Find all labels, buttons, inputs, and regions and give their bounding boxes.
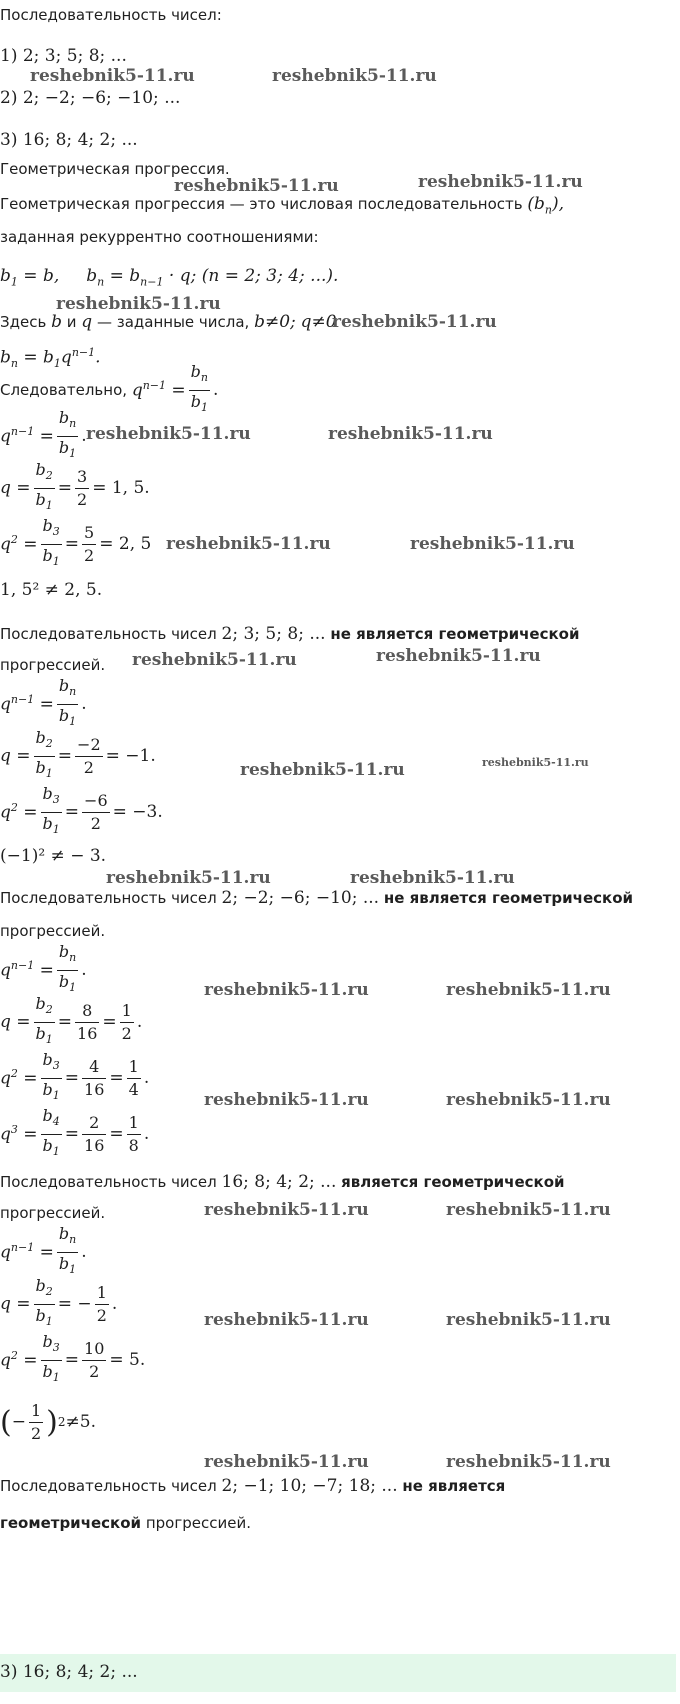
watermark: reshebnik5-11.ru <box>240 760 405 780</box>
case3-formula-q: q = $\frac{b_2}{b_1}$ = $\frac{8}{16}$ = $\frac{1}{2}$ . <box>0 994 143 1046</box>
case1-formula-qn: $q^{n-1}$ = $\frac{b_n}{b_1}$ . <box>0 408 87 460</box>
case4-conclusion-end: геометрической прогрессией. <box>0 1514 251 1532</box>
case4-result: ( − $\frac{1}{2}$ ) 2 ≠5. <box>0 1400 96 1443</box>
given-numbers-line: Здесь b и q — заданные числа, b≠0; q≠0 <box>0 312 337 332</box>
case1-formula-q: q = $\frac{b_2}{b_1}$ = $\frac{3}{2}$ = 1, 5. <box>0 460 150 512</box>
case3-formula-q2: $q^2$ = $\frac{b_3}{b_1}$ = $\frac{4}{16}$ = $\frac{1}{4}$ . <box>0 1050 150 1102</box>
watermark: reshebnik5-11.ru <box>166 534 331 554</box>
watermark: reshebnik5-11.ru <box>30 66 195 86</box>
watermark: reshebnik5-11.ru <box>446 1452 611 1472</box>
watermark: reshebnik5-11.ru <box>132 650 297 670</box>
case2-formula-qn: $q^{n-1}$ = $\frac{b_n}{b_1}$ . <box>0 676 87 728</box>
recurrence-formula: $b_1 = b$, $b_n = b_{n-1} \cdot q$; (n = 2; 3; 4; ...). <box>0 266 339 289</box>
case3-formula-q3: $q^3$ = $\frac{b_4}{b_1}$ = $\frac{2}{16}$ = $\frac{1}{8}$ . <box>0 1106 150 1158</box>
case1-conclusion: Последовательность чисел 2; 3; 5; 8; ... не является геометрической <box>0 624 580 644</box>
case3-conclusion: Последовательность чисел 16; 8; 4; 2; ... является геометрической <box>0 1172 565 1192</box>
case4-formula-q: q = $\frac{b_2}{b_1}$ = − $\frac{1}{2}$ . <box>0 1276 118 1328</box>
case4-conclusion: Последовательность чисел 2; −1; 10; −7; 18; ... не является <box>0 1476 506 1496</box>
case2-formula-q: q = $\frac{b_2}{b_1}$ = $\frac{-2}{2}$ = −1. <box>0 728 156 780</box>
case2-result: (−1)² ≠ − 3. <box>0 846 107 866</box>
sequence-1: 1) 2; 3; 5; 8; ... <box>0 46 127 66</box>
watermark: reshebnik5-11.ru <box>482 756 589 769</box>
gp-definition-line-1: Геометрическая прогрессия — это числовая последовательность $(b_n)$, <box>0 194 565 217</box>
case3-conclusion-end: прогрессией. <box>0 1204 106 1222</box>
watermark: reshebnik5-11.ru <box>446 980 611 1000</box>
watermark: reshebnik5-11.ru <box>418 172 583 192</box>
case2-conclusion: Последовательность чисел 2; −2; −6; −10; ... не является геометрической <box>0 888 634 908</box>
case3-formula-qn: $q^{n-1}$ = $\frac{b_n}{b_1}$ . <box>0 942 87 994</box>
answer-box <box>0 1654 676 1692</box>
watermark: reshebnik5-11.ru <box>204 1090 369 1110</box>
gp-heading: Геометрическая прогрессия. <box>0 160 230 178</box>
watermark: reshebnik5-11.ru <box>350 868 515 888</box>
watermark: reshebnik5-11.ru <box>272 66 437 86</box>
watermark: reshebnik5-11.ru <box>174 176 339 196</box>
watermark: reshebnik5-11.ru <box>446 1310 611 1330</box>
watermark: reshebnik5-11.ru <box>376 646 541 666</box>
case4-formula-qn: $q^{n-1}$ = $\frac{b_n}{b_1}$ . <box>0 1224 87 1276</box>
sequence-2: 2) 2; −2; −6; −10; ... <box>0 88 181 108</box>
watermark: reshebnik5-11.ru <box>204 1452 369 1472</box>
case4-formula-q2: $q^2$ = $\frac{b_3}{b_1}$ = $\frac{10}{2}$ = 5. <box>0 1332 146 1384</box>
consequence-formula: Следовательно, $q^{n-1}$ = $\frac{b_n}{b_1}$ . <box>0 362 219 414</box>
watermark: reshebnik5-11.ru <box>204 1200 369 1220</box>
gp-definition-line-2: заданная рекуррентно соотношениями: <box>0 228 319 246</box>
watermark: reshebnik5-11.ru <box>446 1200 611 1220</box>
watermark: reshebnik5-11.ru <box>332 312 497 332</box>
sequence-3: 3) 16; 8; 4; 2; ... <box>0 130 138 150</box>
nth-term-formula: $b_n = b_1q^{n-1}$. <box>0 346 101 371</box>
case2-conclusion-end: прогрессией. <box>0 922 106 940</box>
intro-text: Последовательность чисел: <box>0 6 222 24</box>
watermark: reshebnik5-11.ru <box>204 1310 369 1330</box>
answer-text: 3) 16; 8; 4; 2; ... <box>0 1662 138 1682</box>
watermark: reshebnik5-11.ru <box>446 1090 611 1110</box>
watermark: reshebnik5-11.ru <box>410 534 575 554</box>
case1-conclusion-end: прогрессией. <box>0 656 106 674</box>
watermark: reshebnik5-11.ru <box>204 980 369 1000</box>
watermark: reshebnik5-11.ru <box>106 868 271 888</box>
case1-formula-q2: $q^2$ = $\frac{b_3}{b_1}$ = $\frac{5}{2}$ = 2, 5 <box>0 516 152 568</box>
watermark: reshebnik5-11.ru <box>328 424 493 444</box>
watermark: reshebnik5-11.ru <box>86 424 251 444</box>
case2-formula-q2: $q^2$ = $\frac{b_3}{b_1}$ = $\frac{-6}{2}$ = −3. <box>0 784 163 836</box>
case1-result: 1, 5² ≠ 2, 5. <box>0 580 103 600</box>
watermark: reshebnik5-11.ru <box>56 294 221 314</box>
